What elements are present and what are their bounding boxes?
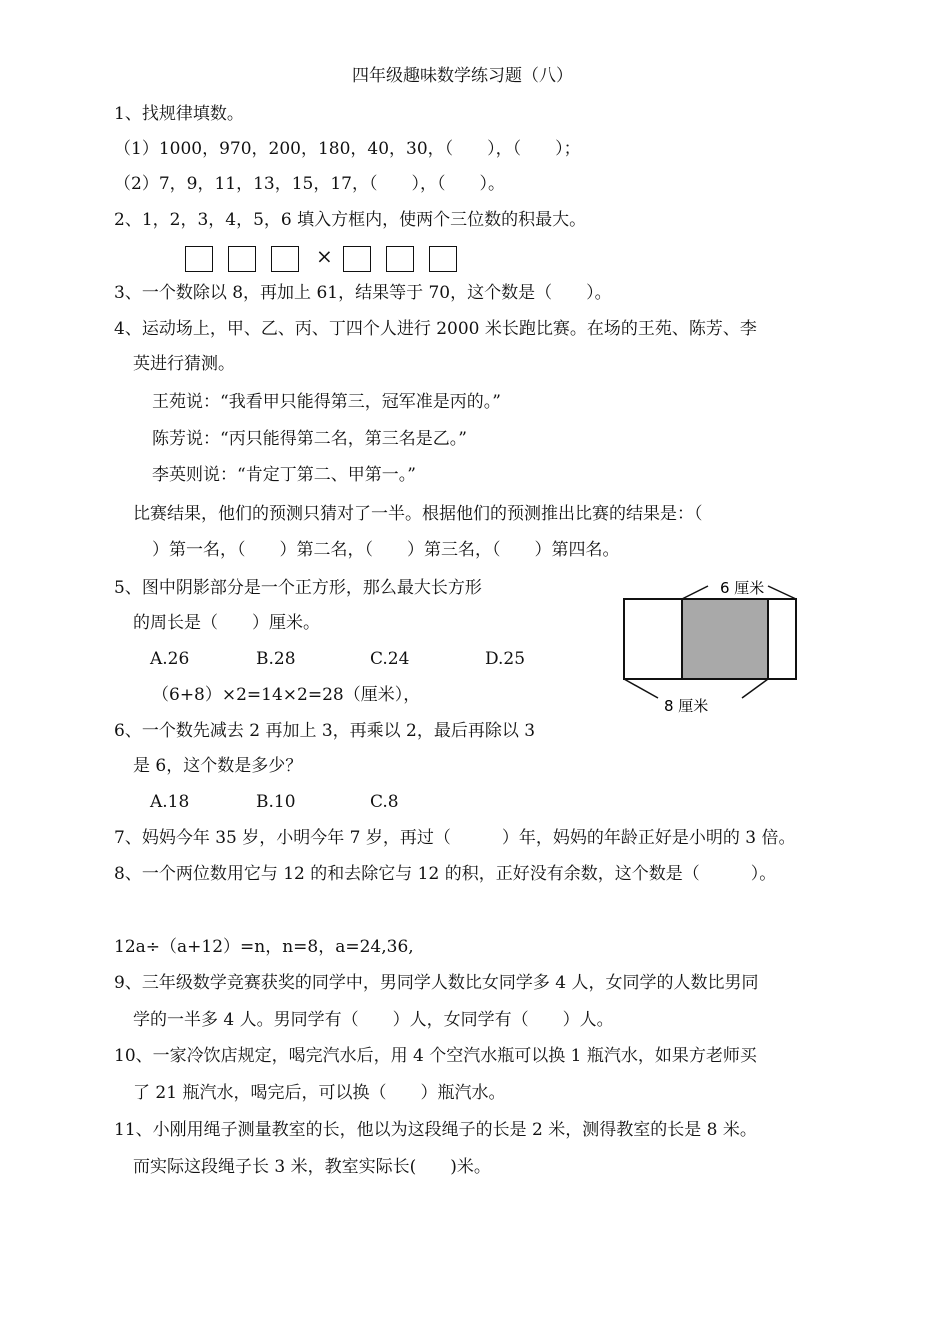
top-dimension-left <box>682 586 708 599</box>
digit-box <box>429 246 457 272</box>
q5-option-a: A.26 <box>150 649 190 669</box>
q6-stem-line1: 6、一个数先减去 2 再加上 3，再乘以 2，最后再除以 3 <box>114 721 536 741</box>
q11-stem-line2: 而实际这段绳子长 3 米，教室实际长( )米。 <box>133 1157 491 1177</box>
digit-box <box>271 246 299 272</box>
q5-stem-line2: 的周长是（ ）厘米。 <box>133 613 320 633</box>
bottom-dimension-right <box>742 679 768 698</box>
q4-stem-line2: 英进行猜测。 <box>133 354 235 374</box>
q7-stem: 7、妈妈今年 35 岁，小明今年 7 岁，再过（ ）年，妈妈的年龄正好是小明的 3 倍。 <box>114 828 796 848</box>
q6-option-b: B.10 <box>256 792 296 812</box>
bottom-dimension-label: 8 厘米 <box>664 697 709 715</box>
q8-stem: 8、一个两位数用它与 12 的和去除它与 12 的积，正好没有余数，这个数是（ ）。 <box>114 864 777 884</box>
digit-box <box>343 246 371 272</box>
digit-box <box>185 246 213 272</box>
digit-box <box>228 246 256 272</box>
q6-option-a: A.18 <box>150 792 190 812</box>
bottom-dimension-left <box>624 679 658 698</box>
q8-solution: 12a÷（a+12）=n，n=8，a=24,36, <box>114 937 414 957</box>
q4-result-line1: 比赛结果，他们的预测只猜对了一半。根据他们的预测推出比赛的结果是：（ <box>133 504 703 524</box>
q5-option-d: D.25 <box>485 649 526 669</box>
q5-option-c: C.24 <box>370 649 410 669</box>
q1-part1: （1）1000，970，200，180，40，30，（ ），（ ）； <box>114 139 581 159</box>
q11-stem-line1: 11、小刚用绳子测量教室的长，他以为这段绳子的长是 2 米，测得教室的长是 8 米。 <box>114 1120 757 1140</box>
q10-stem-line2: 了 21 瓶汽水，喝完后，可以换（ ）瓶汽水。 <box>133 1083 506 1103</box>
page-title: 四年级趣味数学练习题（八） <box>352 66 573 86</box>
q3-stem: 3、一个数除以 8，再加上 61，结果等于 70，这个数是（ ）。 <box>114 283 612 303</box>
rectangle-figure <box>620 574 802 720</box>
q5-solution: （6+8）×2=14×2=28（厘米）， <box>152 685 421 705</box>
q5-option-b: B.28 <box>256 649 296 669</box>
q1-stem: 1、找规律填数。 <box>114 104 244 124</box>
q4-statement-1: 王苑说：“我看甲只能得第三，冠军准是丙的。” <box>152 392 501 412</box>
times-sign: × <box>316 244 333 268</box>
q10-stem-line1: 10、一家冷饮店规定，喝完汽水后，用 4 个空汽水瓶可以换 1 瓶汽水，如果方老师买 <box>114 1046 757 1066</box>
q5-stem-line1: 5、图中阴影部分是一个正方形，那么最大长方形 <box>114 578 482 598</box>
q2-stem: 2、1，2，3，4，5，6 填入方框内，使两个三位数的积最大。 <box>114 210 587 230</box>
q4-stem-line1: 4、运动场上，甲、乙、丙、丁四个人进行 2000 米长跑比赛。在场的王苑、陈芳、李 <box>114 319 757 339</box>
q4-statement-2: 陈芳说：“丙只能得第二名，第三名是乙。” <box>152 429 467 449</box>
q4-result-line2: ）第一名，（ ）第二名，（ ）第三名，（ ）第四名。 <box>152 540 620 560</box>
q6-stem-line2: 是 6，这个数是多少？ <box>133 756 303 776</box>
digit-box <box>386 246 414 272</box>
q1-part2: （2）7，9，11，13，15，17，（ ），（ ）。 <box>114 174 505 194</box>
q4-statement-3: 李英则说：“肯定丁第二、甲第一。” <box>152 465 416 485</box>
q6-option-c: C.8 <box>370 792 399 812</box>
top-dimension-label: 6 厘米 <box>720 579 765 597</box>
q9-stem-line1: 9、三年级数学竞赛获奖的同学中，男同学人数比女同学多 4 人，女同学的人数比男同 <box>114 973 759 993</box>
q9-stem-line2: 学的一半多 4 人。男同学有（ ）人，女同学有（ ）人。 <box>133 1010 614 1030</box>
top-dimension-right <box>768 586 796 599</box>
shaded-square <box>682 599 768 679</box>
